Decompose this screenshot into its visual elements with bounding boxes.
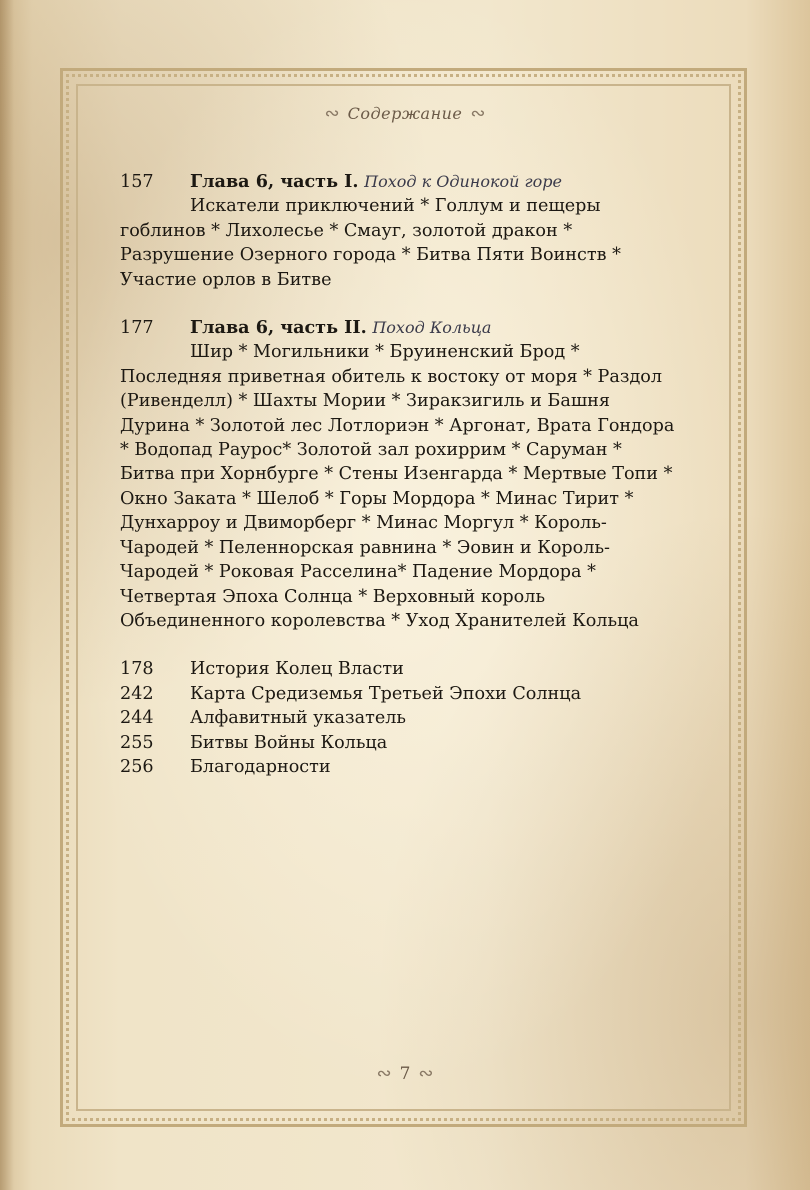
swirl-left-icon: ∾ — [324, 102, 340, 124]
toc-page-number: 178 — [120, 659, 154, 680]
toc-chapter-label: Глава 6, часть II. — [190, 317, 367, 339]
toc-quest-title: Поход Кольца — [372, 318, 492, 338]
toc-entry-description: Шир * Могильники * Бруиненский Брод * Последняя приветная обитель к востоку от моря * Раздол (Ривенделл) * Шахты Мории * Зиракзигиль и Башня Дурина * Золотой лес Лотлориэн * Аргонат, Врата Гондора * Водопад Раурос* Золотой зал рохиррим * Саруман * Битва при Хорнбурге * Стены Изенгарда * Мертвые Топи * Окно Заката * Шелоб * Горы Мордора * Минас Тирит * Дунхарроу и Двиморберг * Минас Моргул * Король-Чародей * Пеленнорская равнина * Эовин и Король-Чародей * Роковая Расселина* Падение Мордора * Четвертая Эпоха Солнца * Верховный король Объединенного королевства * Уход Хранителей Кольца — [120, 342, 675, 631]
page-footer — [0, 1064, 810, 1084]
toc-quest-title: Поход к Одинокой горе — [364, 172, 562, 191]
toc-entry-chapter-6-part-1 — [120, 170, 680, 292]
toc-item-title: Алфавитный указатель — [190, 708, 406, 729]
toc-item-title: Благодарности — [190, 756, 331, 777]
page-title: Содержание — [347, 104, 463, 123]
swirl-right-icon: ∾ — [418, 1063, 434, 1084]
table-of-contents — [120, 170, 680, 779]
toc-chapter-label: Глава 6, часть I. — [190, 171, 359, 192]
toc-simple-list — [120, 657, 680, 779]
list-item — [120, 731, 680, 755]
toc-item-title: Битвы Войны Кольца — [190, 732, 388, 753]
toc-item-title: История Колец Власти — [190, 659, 404, 680]
toc-page-number: 242 — [120, 683, 154, 704]
toc-item-title: Карта Средиземья Третьей Эпохи Солнца — [190, 683, 582, 704]
list-item — [120, 755, 680, 779]
toc-entry-chapter-6-part-2 — [120, 316, 680, 633]
page-header — [0, 104, 810, 123]
toc-page-number: 244 — [120, 708, 154, 729]
swirl-left-icon: ∾ — [376, 1063, 392, 1084]
list-item — [120, 657, 680, 681]
swirl-right-icon: ∾ — [470, 102, 486, 124]
toc-entry-description: Искатели приключений * Голлум и пещеры гоблинов * Лихолесье * Смауг, золотой дракон * Разрушение Озерного города * Битва Пяти Воинств * Участие орлов в Битве — [120, 196, 621, 290]
toc-page-number: 256 — [120, 756, 154, 777]
toc-page-number: 255 — [120, 732, 154, 753]
list-item — [120, 682, 680, 706]
toc-page-number: 157 — [120, 172, 154, 192]
page-number: 7 — [399, 1064, 411, 1084]
toc-page-number: 177 — [120, 318, 154, 339]
page-spine-shadow — [0, 0, 14, 1190]
list-item — [120, 706, 680, 730]
